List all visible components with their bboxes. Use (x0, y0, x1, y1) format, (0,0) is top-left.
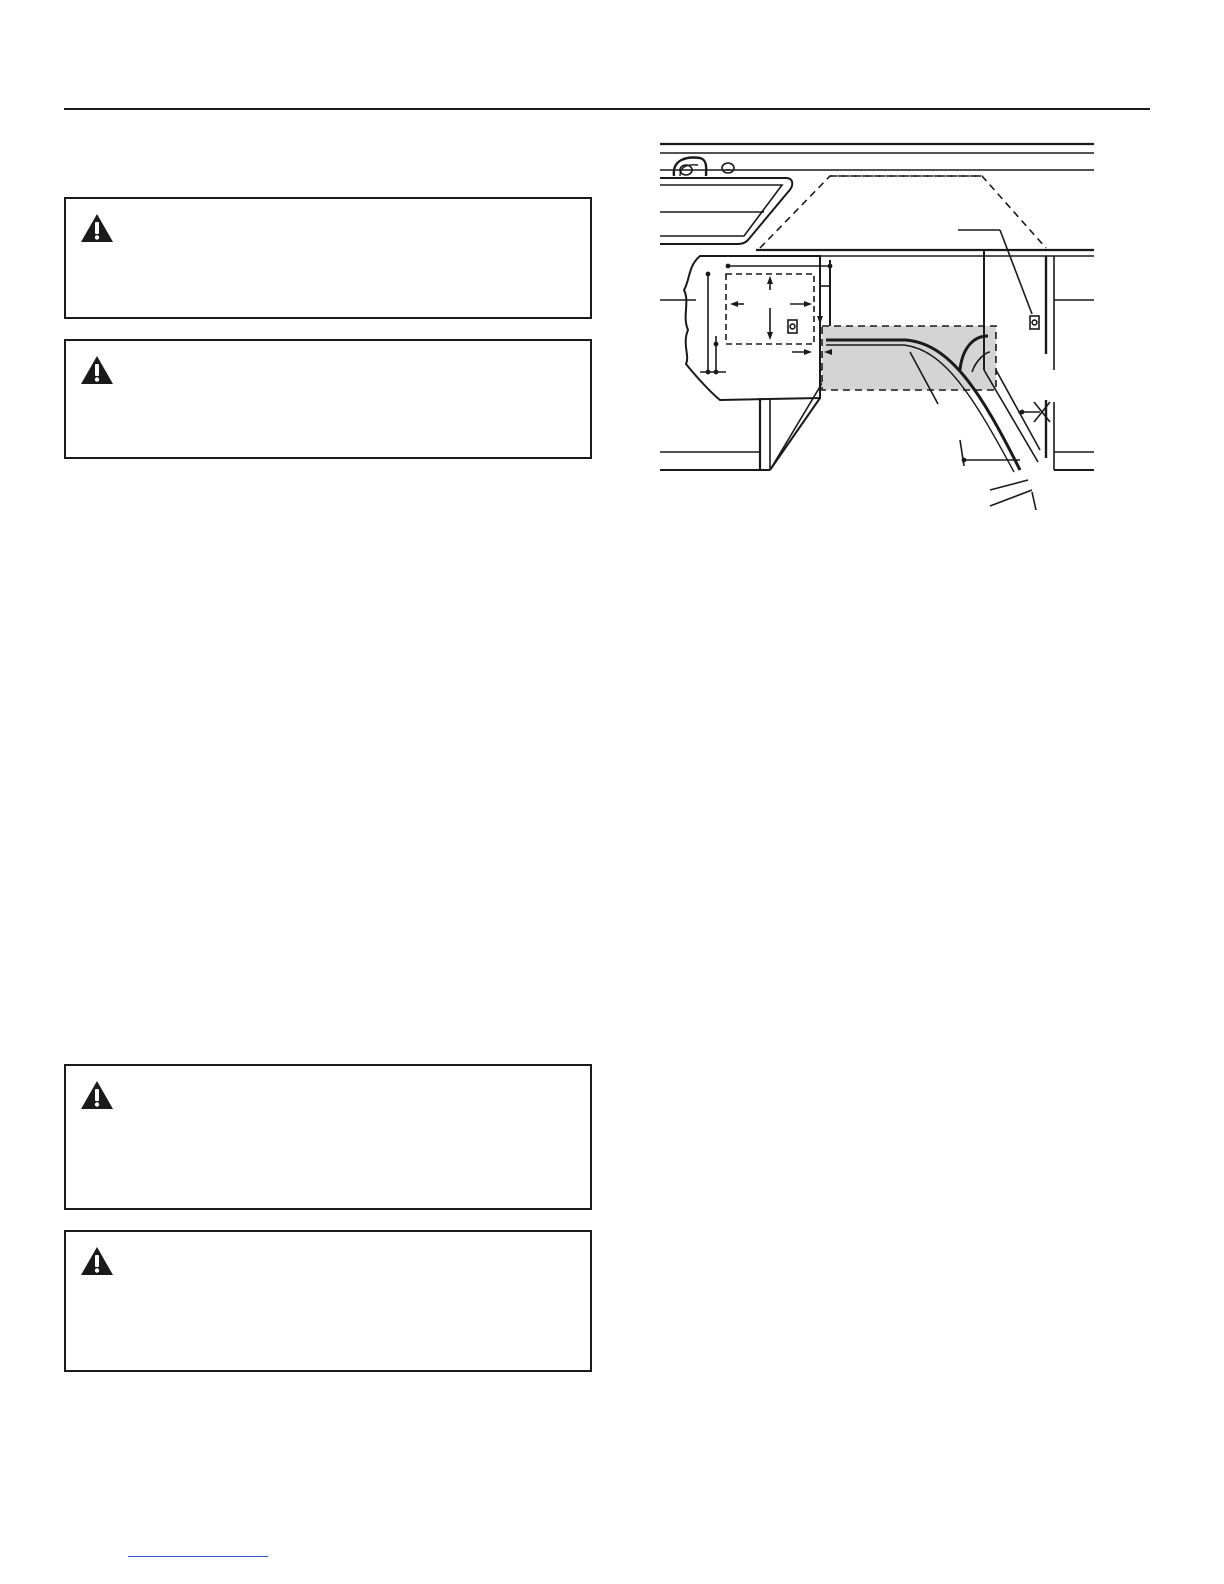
installation-diagram (660, 140, 1096, 510)
warning-box-2 (64, 339, 592, 459)
warning-triangle-icon (80, 1080, 114, 1110)
warning-triangle-icon (80, 355, 114, 385)
warning-triangle-icon (80, 1246, 114, 1276)
warning-box-3 (64, 1064, 592, 1210)
warning-box-4 (64, 1230, 592, 1372)
header-rule (64, 108, 1150, 110)
warning-box-1 (64, 197, 592, 319)
warning-triangle-icon (80, 213, 114, 243)
footer-link-underline[interactable] (128, 1556, 268, 1557)
